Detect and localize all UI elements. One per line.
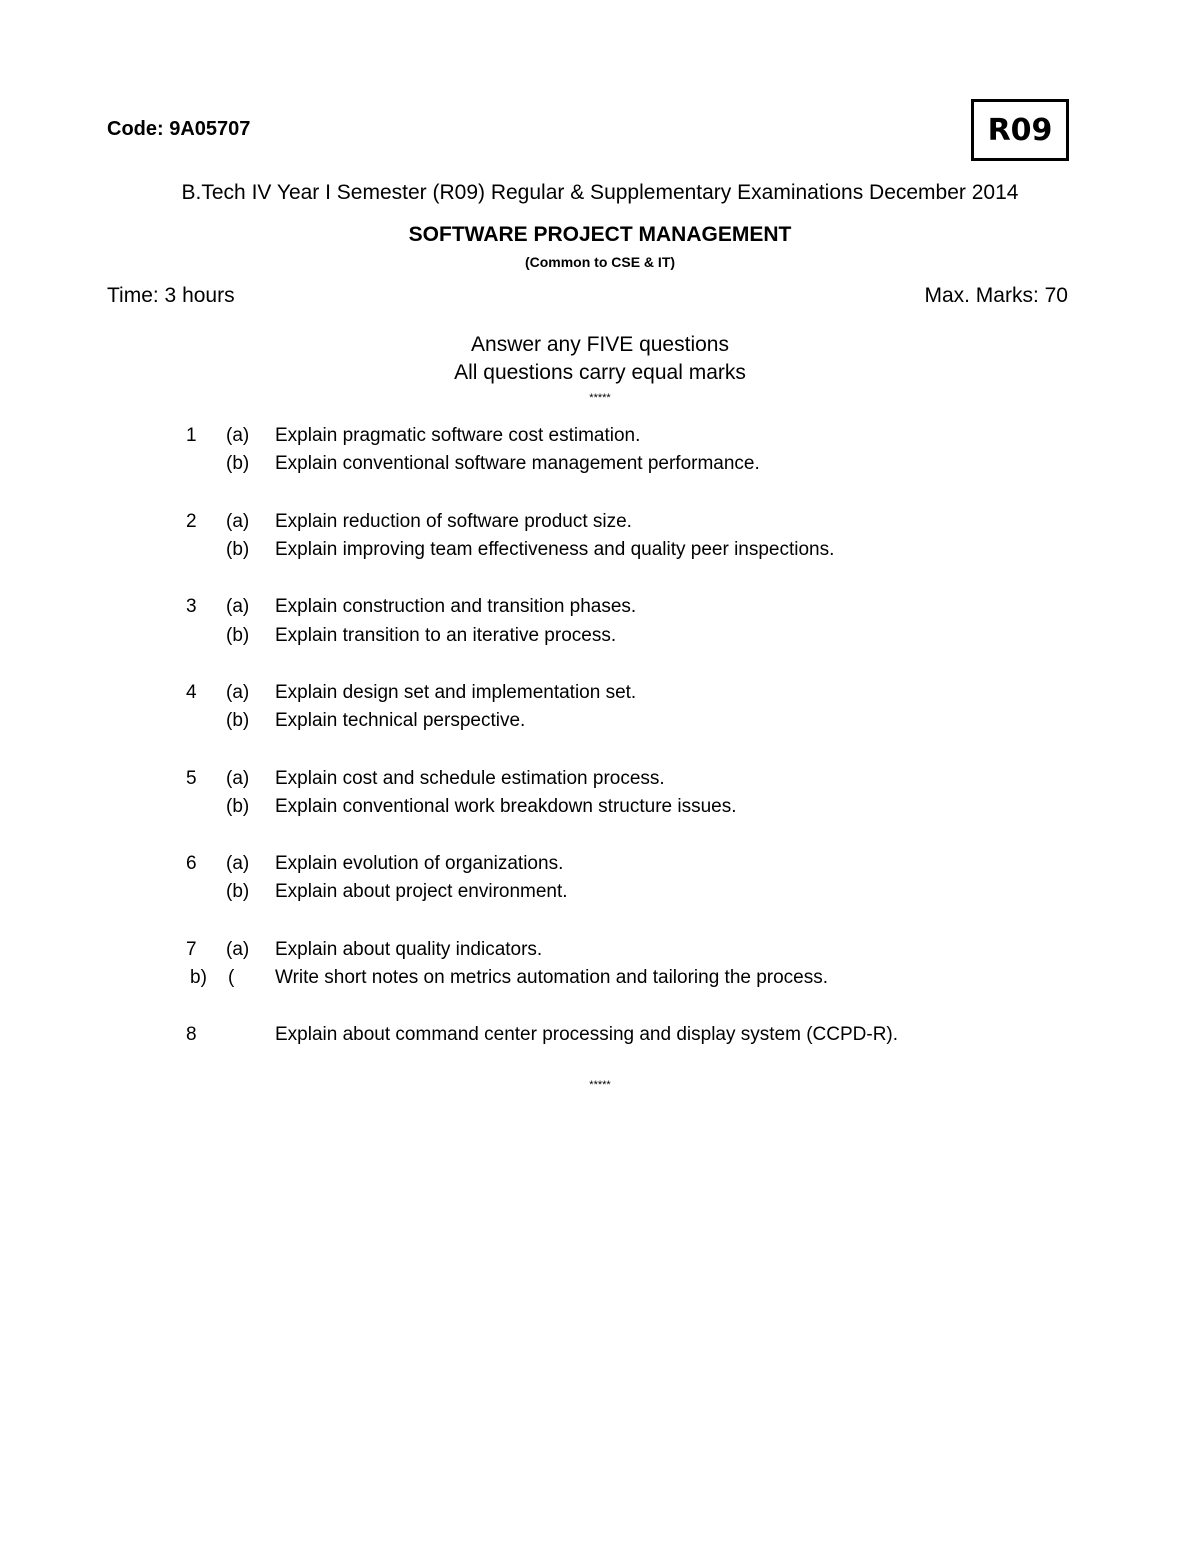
separator-stars: ***** xyxy=(589,392,611,404)
question-part: (a) xyxy=(226,853,250,874)
question-item xyxy=(0,453,1200,481)
question-text: Write short notes on metrics automation and tailoring the process. xyxy=(275,967,829,988)
footer-separator-stars: ***** xyxy=(589,1079,611,1091)
question-part: (b) xyxy=(226,796,250,817)
question-part: (a) xyxy=(226,425,250,446)
max-marks: Max. Marks: 70 xyxy=(924,284,1068,307)
common-to-note: (Common to CSE & IT) xyxy=(524,254,676,270)
exam-title: B.Tech IV Year I Semester (R09) Regular & Supplementary Examinations December 2014 xyxy=(181,181,1019,204)
question-part: (a) xyxy=(226,511,250,532)
question-text: Explain design set and implementation set. xyxy=(275,682,637,703)
question-item xyxy=(0,796,1200,824)
question-item xyxy=(0,625,1200,653)
question-text: Explain about project environment. xyxy=(275,881,568,902)
question-number: 7 xyxy=(186,939,197,960)
question-part: (b) xyxy=(226,625,250,646)
question-item xyxy=(0,768,1200,796)
question-part: (a) xyxy=(226,939,250,960)
question-number: 4 xyxy=(186,682,197,703)
question-text: Explain transition to an iterative process. xyxy=(275,625,617,646)
question-item xyxy=(0,853,1200,881)
exam-code: Code: 9A05707 xyxy=(107,118,251,140)
question-text: Explain about quality indicators. xyxy=(275,939,543,960)
question-text: Explain conventional work breakdown structure issues. xyxy=(275,796,737,817)
question-text: Explain pragmatic software cost estimation. xyxy=(275,425,641,446)
question-text: Explain reduction of software product size. xyxy=(275,511,632,532)
question-text: Explain evolution of organizations. xyxy=(275,853,564,874)
question-part: (b) xyxy=(226,881,250,902)
question-item xyxy=(0,682,1200,710)
question-item xyxy=(0,539,1200,567)
question-item xyxy=(0,881,1200,909)
question-text: Explain conventional software management performance. xyxy=(275,453,760,474)
time-duration: Time: 3 hours xyxy=(107,284,235,307)
question-item xyxy=(0,967,1200,995)
question-text: Explain about command center processing and display system (CCPD-R). xyxy=(275,1024,899,1045)
question-item xyxy=(0,710,1200,738)
question-number: b) xyxy=(190,967,207,988)
question-part: (b) xyxy=(226,453,250,474)
question-number: 5 xyxy=(186,768,197,789)
regulation-badge: R09 xyxy=(971,99,1069,161)
question-item xyxy=(0,939,1200,967)
question-number: 1 xyxy=(186,425,197,446)
question-text: Explain technical perspective. xyxy=(275,710,526,731)
question-number: 2 xyxy=(186,511,197,532)
question-text: Explain construction and transition phases. xyxy=(275,596,637,617)
question-text: Explain improving team effectiveness and quality peer inspections. xyxy=(275,539,835,560)
subject-title: SOFTWARE PROJECT MANAGEMENT xyxy=(408,223,792,246)
question-part: (a) xyxy=(226,768,250,789)
question-part: (a) xyxy=(226,596,250,617)
question-number: 8 xyxy=(186,1024,197,1045)
instruction-answer-five: Answer any FIVE questions xyxy=(471,333,729,356)
question-item xyxy=(0,596,1200,624)
question-part: (b) xyxy=(226,539,250,560)
question-part: (b) xyxy=(226,710,250,731)
question-item xyxy=(0,1024,1200,1052)
question-text: Explain cost and schedule estimation process. xyxy=(275,768,665,789)
instruction-equal-marks: All questions carry equal marks xyxy=(454,361,746,384)
question-number: 6 xyxy=(186,853,197,874)
question-item xyxy=(0,425,1200,453)
question-part: ( xyxy=(228,967,235,988)
question-number: 3 xyxy=(186,596,197,617)
question-part: (a) xyxy=(226,682,250,703)
question-item xyxy=(0,511,1200,539)
